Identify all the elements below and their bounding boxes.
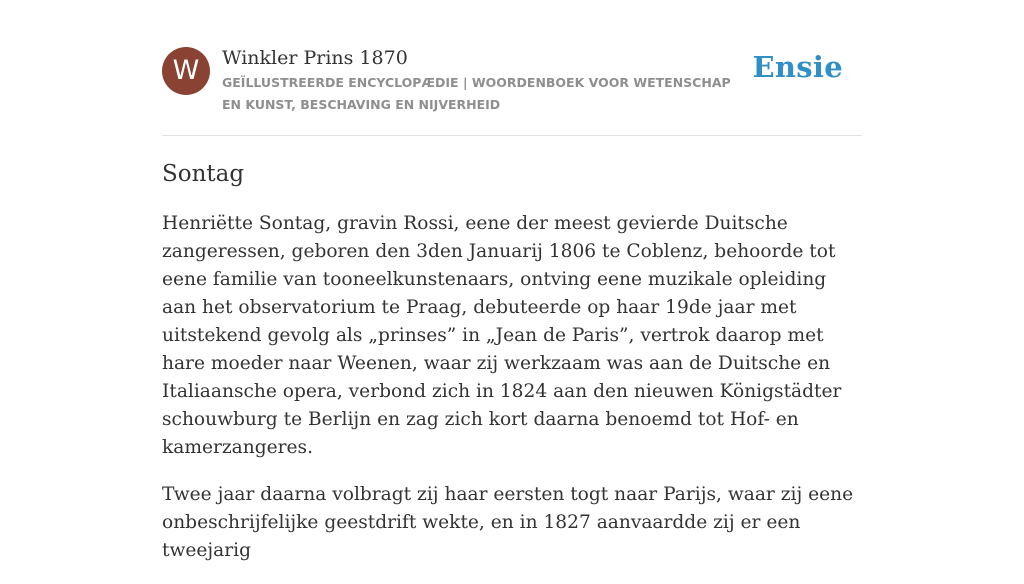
ensie-logo[interactable]: Ensie xyxy=(752,50,843,84)
source-subtitle: GEÏLLUSTREERDE ENCYCLOPÆDIE | WOORDENBOEK VOOR WETENSCHAP EN KUNST, BESCHAVING EN NIJVERHEID xyxy=(222,75,731,112)
article xyxy=(162,156,862,584)
article-title: Sontag xyxy=(162,161,245,187)
source-info xyxy=(222,44,752,116)
source-avatar[interactable]: W xyxy=(162,47,210,95)
article-paragraph: Henriëtte Sontag, gravin Rossi, eene der meest gevierde Duitsche zangeressen, geboren den 3den Januarij 1806 te Coblenz, behoorde tot eene familie van tooneelkunstenaars, ontving eene muzikale opleiding aan het observatorium te Praag, debuteerde op haar 19de jaar met uitstekend gevolg als „prinses” in „Jean de Paris”, vertrok daarop met hare moeder naar Weenen, waar zij werkzaam was aan de Duitsche en Italiaansche opera, verbond zich in 1824 aan den nieuwen Königstädter schouwburg te Berlijn en zag zich kort daarna benoemd tot Hof- en kamerzangeres. xyxy=(162,213,842,458)
source-header xyxy=(162,44,862,136)
article-paragraph: Twee jaar daarna volbragt zij haar eersten togt naar Parijs, waar zij eene onbeschrijfelijke geestdrift wekte, en in 1827 aanvaardde zij er een tweejarig xyxy=(162,484,854,561)
source-title[interactable]: Winkler Prins 1870 xyxy=(222,47,408,69)
